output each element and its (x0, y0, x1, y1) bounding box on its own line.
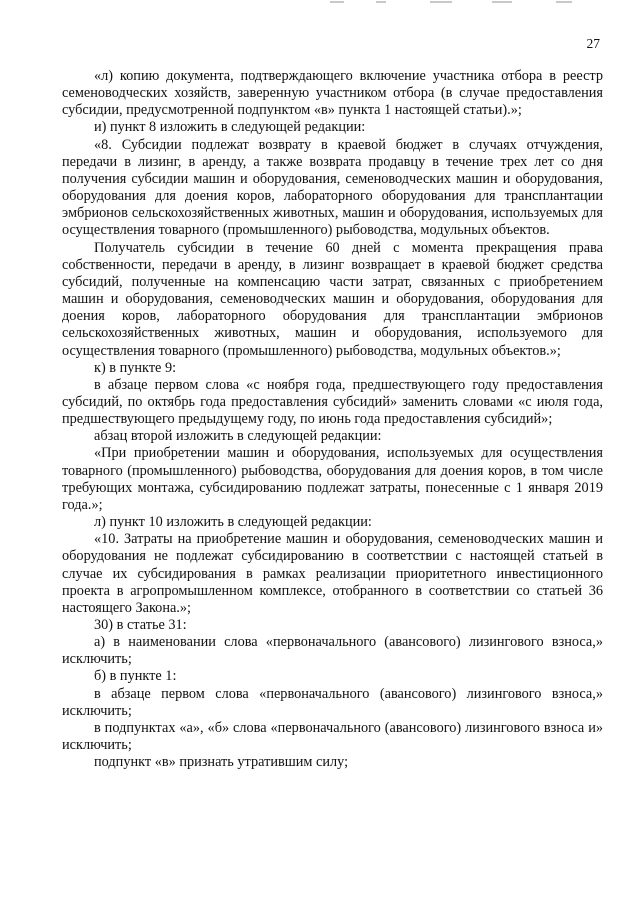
paragraph: «8. Субсидии подлежат возврату в краевой бюджет в случаях отчуждения, передачи в лизинг, в аренду, а также возврата продавцу в течение трех лет со дня получения субсидии машин и оборудования, семеноводческих машин и оборудования, оборудования для доения коров, лабораторного оборудования для трансплантации эмбрионов сельскохозяйственных животных, машин и оборудования, используемых для осуществления товарного (промышленного) рыбоводства, модульных объектов. (62, 136, 603, 239)
paragraph: подпункт «в» признать утратившим силу; (94, 754, 349, 771)
document-body (62, 68, 603, 771)
paragraph: абзац второй изложить в следующей редакции: (94, 428, 382, 445)
paragraph: и) пункт 8 изложить в следующей редакции: (94, 119, 366, 136)
paragraph: «10. Затраты на приобретение машин и оборудования, семеноводческих машин и оборудования не подлежат субсидированию в соответствии с настоящей статьей в случае их субсидирования в рамках реализации приоритетного инвестиционного проекта в агропромышленном комплексе, отобранного в соответствии со статьей 36 настоящего Закона.»; (62, 531, 603, 616)
page-number: 27 (586, 36, 600, 51)
paragraph: а) в наименовании слова «первоначального (авансового) лизингового взноса,» исключить; (62, 634, 603, 668)
paragraph: «л) копию документа, подтверждающего включение участника отбора в реестр семеноводческих хозяйств, заверенную участником отбора (в случае предоставления субсидии, предусмотренной подпунктом «в» пункта 1 настоящей статьи).»; (62, 68, 603, 119)
paragraph: б) в пункте 1: (94, 668, 177, 685)
paragraph: л) пункт 10 изложить в следующей редакции: (94, 514, 372, 531)
paragraph: «При приобретении машин и оборудования, используемых для осуществления товарного (промышленного) рыбоводства, оборудования для доения коров, в том числе требующих монтажа, субсидированию подлежат затраты, понесенные с 1 января 2019 года.»; (62, 445, 603, 513)
paragraph: 30) в статье 31: (94, 617, 187, 633)
paragraph: в абзаце первом слова «с ноября года, предшествующего году предоставления субсидий, по октябрь года предоставления субсидий» заменить словами «с июля года, предшествующего предыдущему году, по июнь года предоставления субсидий»; (62, 376, 603, 428)
paragraph: Получатель субсидии в течение 60 дней с момента прекращения права собственности, передачи в аренду, в лизинг возвращает в краевой бюджет средства субсидий, полученные на компенсацию части затрат, связанных с приобретением машин и оборудования, семеноводческих машин и оборудования, оборудования для доения коров, лабораторного оборудования для трансплантации эмбрионов сельскохозяйственных животных, машин и оборудования, используемого для осуществления товарного (промышленного) рыбоводства, модульных объектов.»; (62, 239, 603, 359)
scan-artifact (0, 0, 634, 6)
paragraph: к) в пункте 9: (94, 359, 177, 376)
paragraph: в подпунктах «а», «б» слова «первоначального (авансового) лизингового взноса и» исключить; (62, 719, 603, 754)
paragraph: в абзаце первом слова «первоначального (авансового) лизингового взноса,» исключить; (62, 685, 603, 719)
